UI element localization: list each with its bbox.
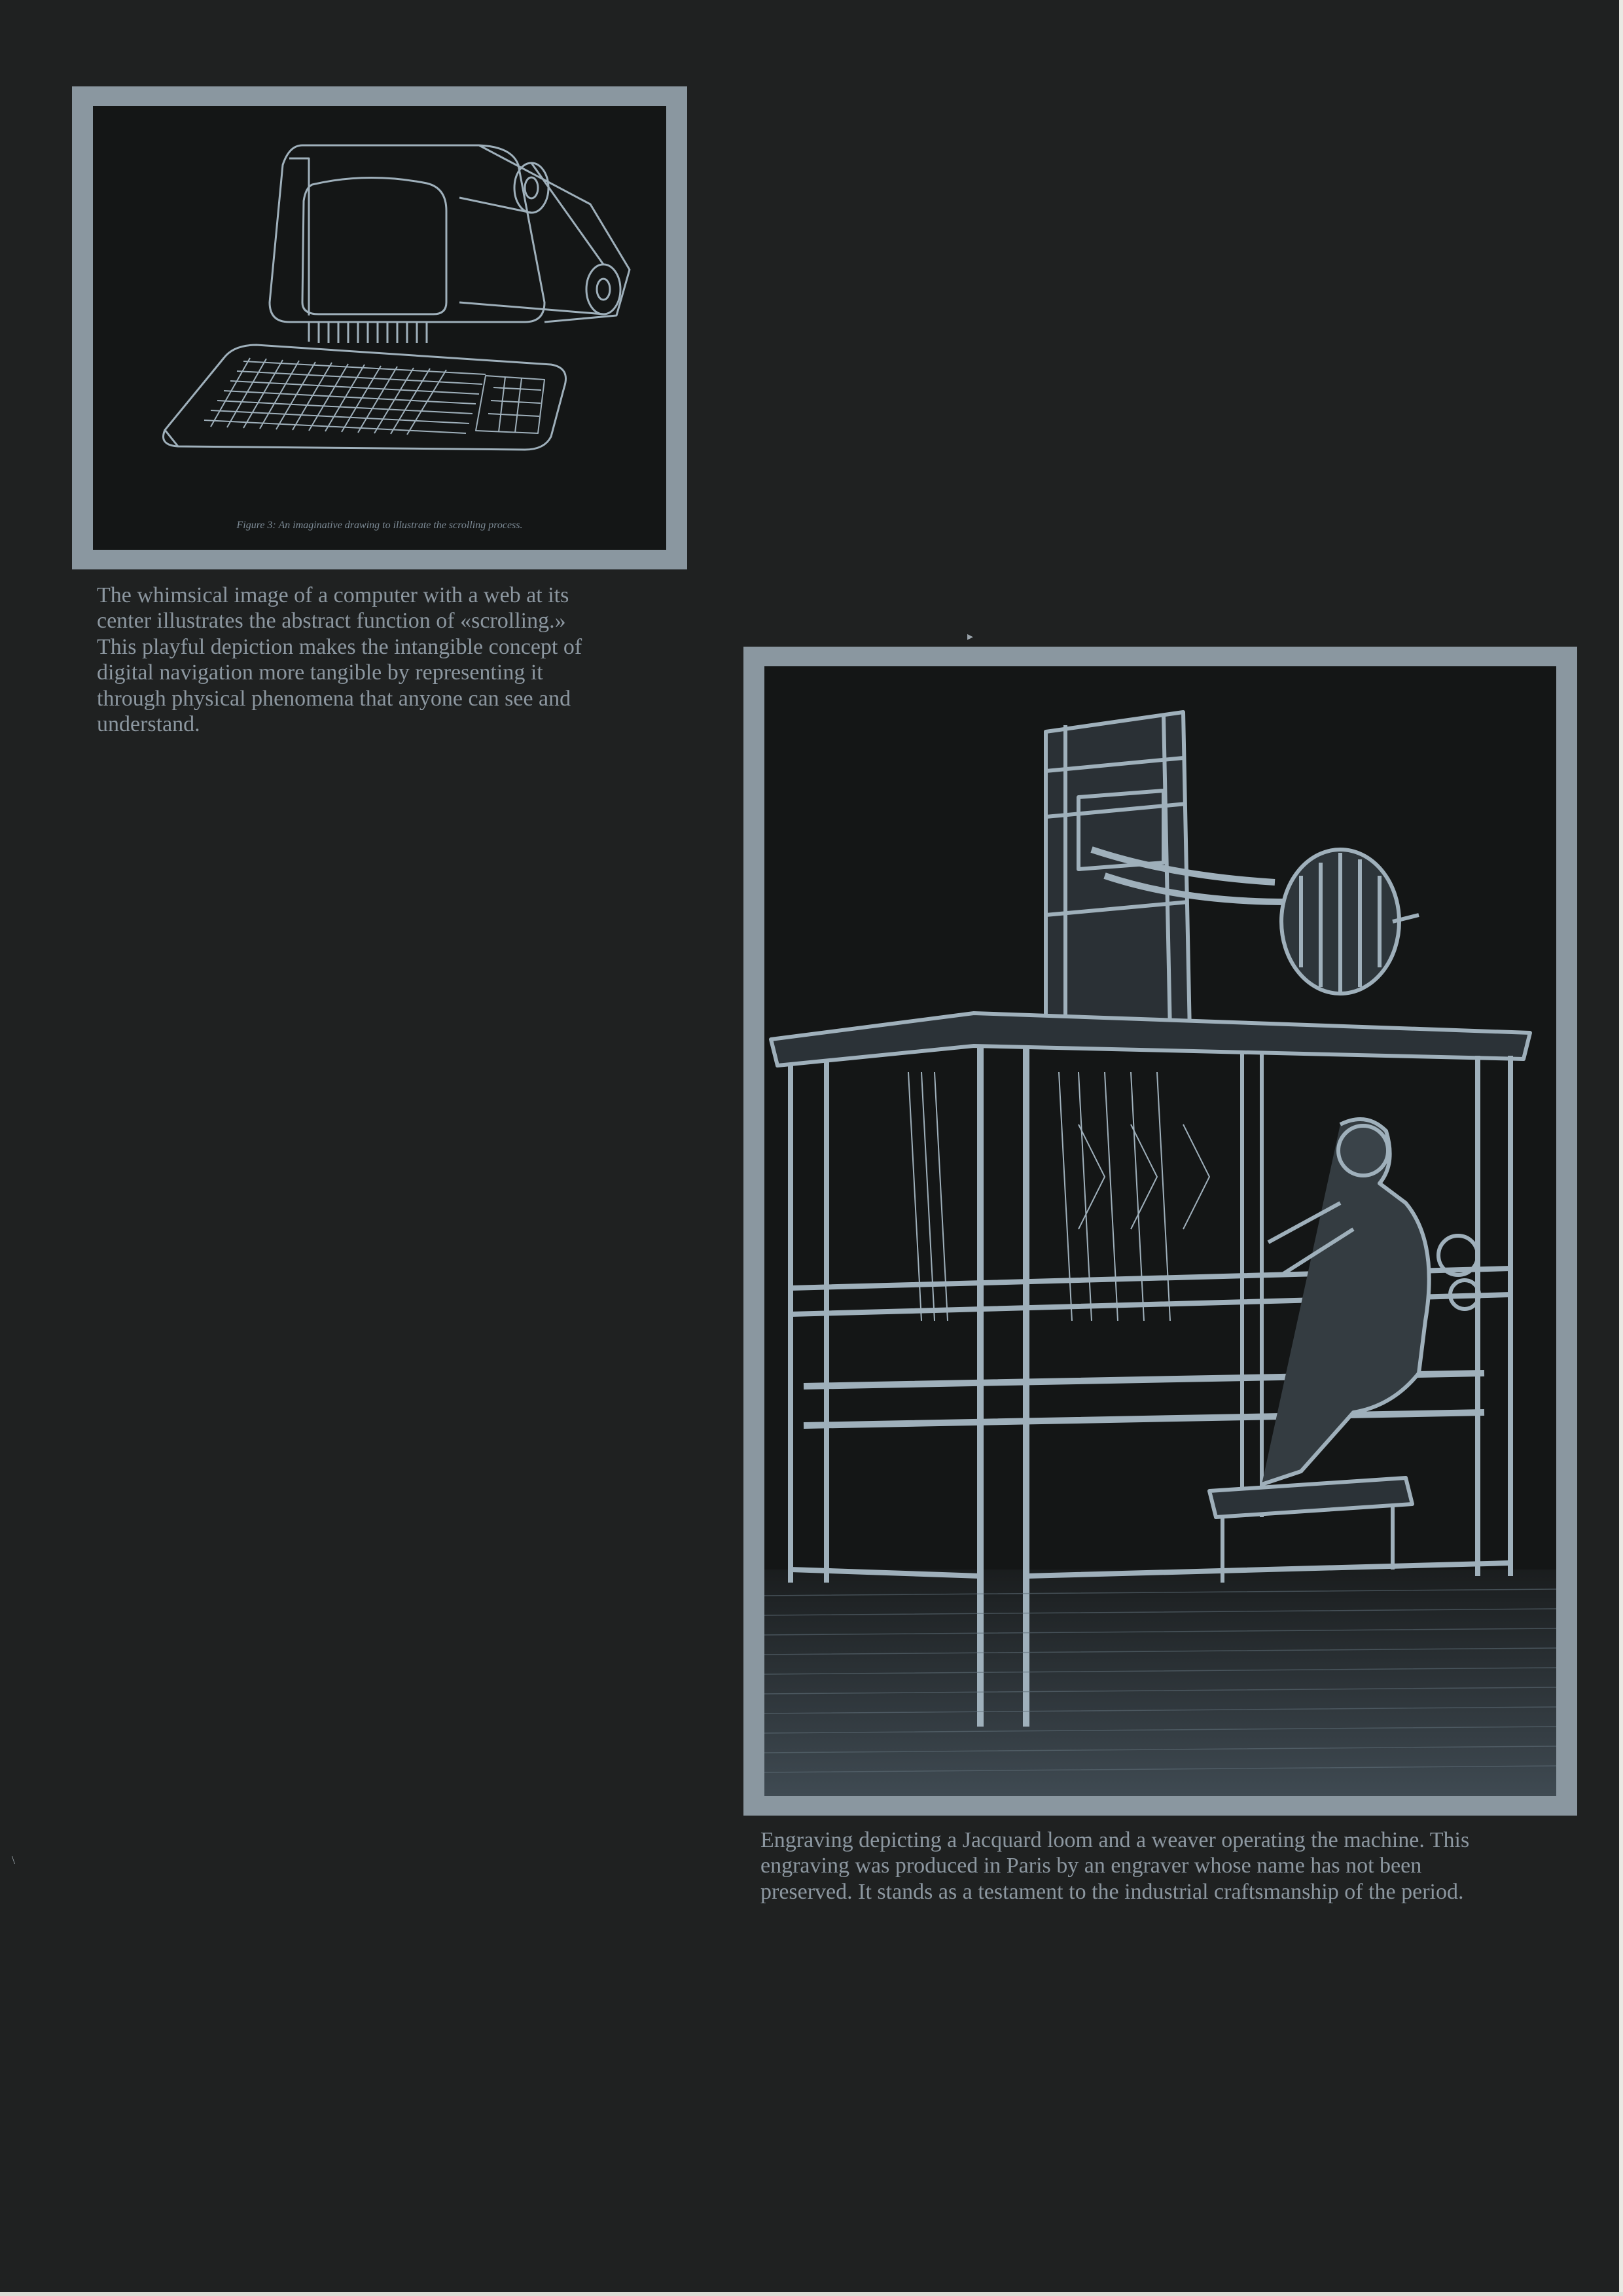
stray-mark: ▸ xyxy=(967,630,974,643)
figure-1-caption: The whimsical image of a computer with a web at its center illustrates the abstract function of «scrolling.» This playful depiction makes the intangible concept of digital navigation more tangible by representing it through physical phenomena that anyone can see and understand. xyxy=(97,583,582,737)
margin-mark: \ xyxy=(12,1854,16,1867)
page-bottom-edge xyxy=(0,2292,1623,2296)
figure-2-caption: Engraving depicting a Jacquard loom and a weaver operating the machine. This engraving was produced in Paris by an engraver whose name has not been preserved. It stands as a testament to the industrial craftsmanship of the period. xyxy=(760,1828,1470,1904)
figure-2-frame xyxy=(743,647,1577,1816)
computer-terminal-icon xyxy=(93,106,666,550)
figure-1-image xyxy=(93,106,666,550)
page-edge xyxy=(1619,0,1623,2296)
figure-2-image xyxy=(764,666,1556,1796)
figure-1-frame xyxy=(72,86,687,569)
jacquard-loom-icon xyxy=(764,666,1556,1796)
figure-1-inset-caption: Figure 3: An imaginative drawing to illustrate the scrolling process. xyxy=(236,520,523,531)
